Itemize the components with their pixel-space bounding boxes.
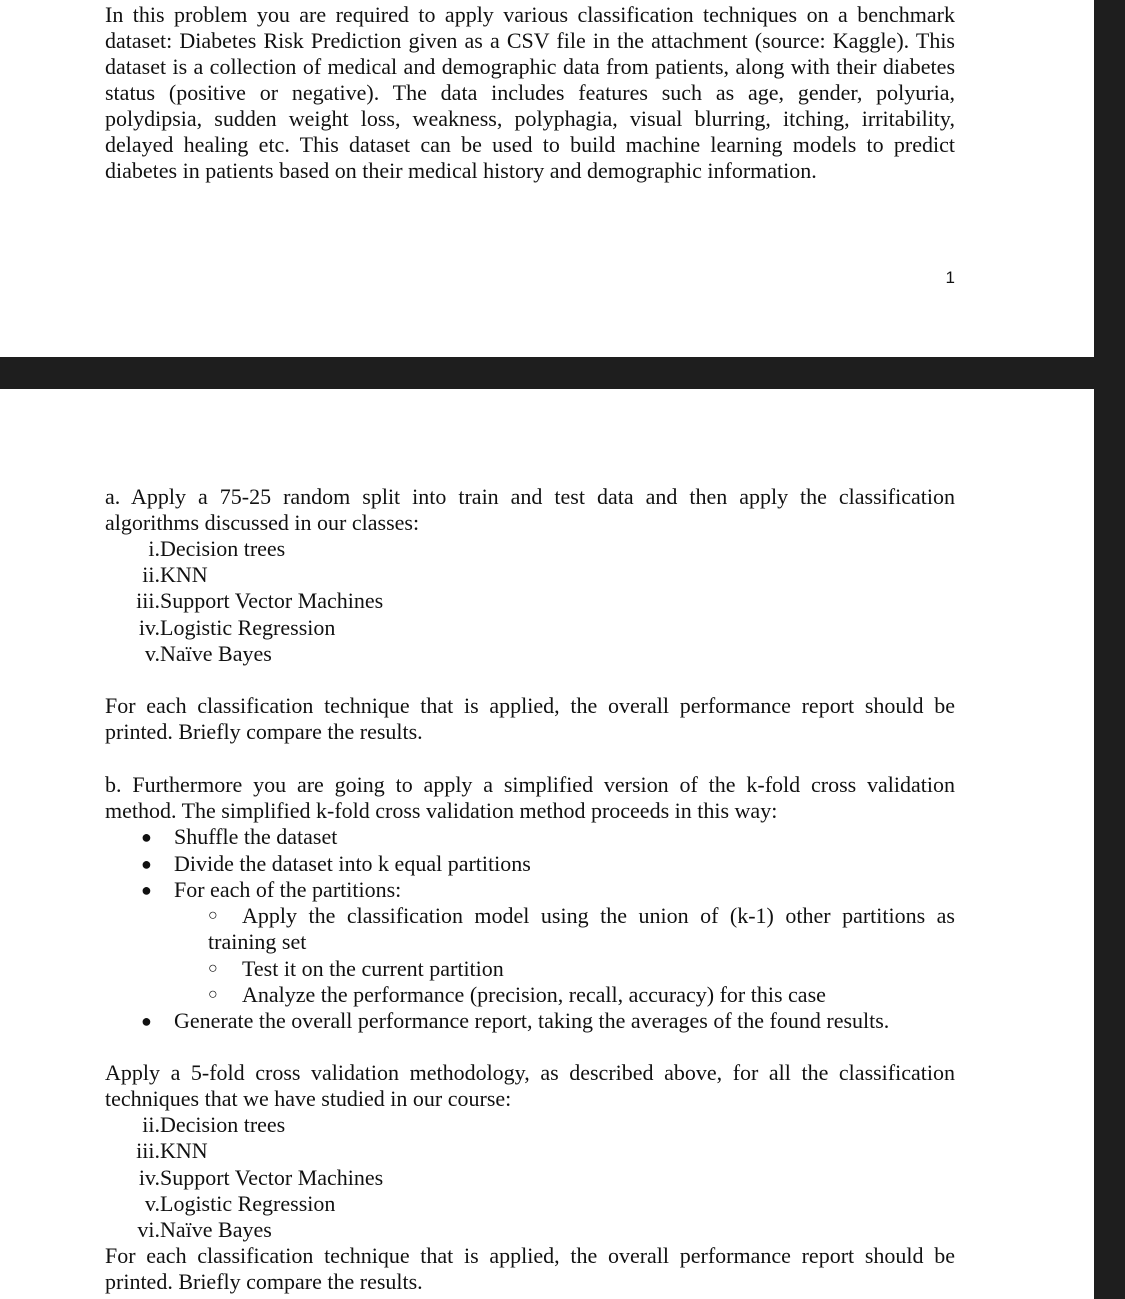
- bullet-icon: ●: [141, 854, 152, 874]
- list-item: ii.Decision trees: [142, 1112, 286, 1137]
- part-b-intro: b. Furthermore you are going to apply a simplified version of the k-fold cross validation method. The simplified k-fold cross validation method proceeds in this way:: [105, 772, 955, 823]
- circle-bullet-icon: ○: [208, 986, 218, 1003]
- intro-paragraph: In this problem you are required to apply various classification techniques on a benchmark dataset: Diabetes Risk Prediction given as a CSV file in the attachment (source: Kaggle). This dataset is a collection of medical and demographic data from patients, along with their diabetes status (positive or negative). The data includes features such as age, gender, polyuria, polydipsia, sudden weight loss, weakness, polyphagia, visual blurring, itching, irritability, delayed healing etc. This dataset can be used to build machine learning models to predict diabetes in patients based on their medical history and demographic information.: [105, 2, 955, 183]
- sub-list-item: Apply the classification model using the union of (k-1) other partitions as training set: [208, 903, 955, 954]
- document-page-2: [0, 389, 1094, 1299]
- list-item: Divide the dataset into k equal partitions: [174, 851, 531, 876]
- bullet-icon: ●: [141, 1011, 152, 1031]
- circle-bullet-icon: ○: [208, 907, 218, 924]
- list-item: iii.KNN: [136, 1138, 208, 1163]
- part-a-report: For each classification technique that is applied, the overall performance report should be printed. Briefly compare the results.: [105, 693, 955, 744]
- list-item: For each of the partitions:: [174, 877, 402, 902]
- list-item: v.Naïve Bayes: [144, 641, 272, 666]
- list-item: iv.Support Vector Machines: [138, 1165, 384, 1190]
- part-b-apply: Apply a 5-fold cross validation methodology, as described above, for all the classification techniques that we have studied in our course:: [105, 1060, 955, 1111]
- part-a-intro: a. Apply a 75-25 random split into train and test data and then apply the classification algorithms discussed in our classes:: [105, 484, 955, 535]
- list-item: v.Logistic Regression: [144, 1191, 336, 1216]
- part-b-report: For each classification technique that is applied, the overall performance report should be printed. Briefly compare the results.: [105, 1243, 955, 1294]
- page-number: 1: [945, 268, 955, 287]
- list-item: Shuffle the dataset: [174, 824, 338, 849]
- list-item: ii.KNN: [142, 562, 208, 587]
- sub-list-item: Test it on the current partition: [242, 956, 504, 981]
- circle-bullet-icon: ○: [208, 960, 218, 977]
- list-item: iii.Support Vector Machines: [136, 588, 384, 613]
- list-item: i.Decision trees: [148, 536, 286, 561]
- list-item: Generate the overall performance report, taking the averages of the found results.: [174, 1008, 890, 1033]
- document-page-1: [0, 0, 1094, 357]
- list-item: vi.Naïve Bayes: [137, 1217, 272, 1242]
- list-item: iv.Logistic Regression: [138, 615, 336, 640]
- bullet-icon: ●: [141, 880, 152, 900]
- sub-list-item: Analyze the performance (precision, recall, accuracy) for this case: [242, 982, 826, 1007]
- bullet-icon: ●: [141, 827, 152, 847]
